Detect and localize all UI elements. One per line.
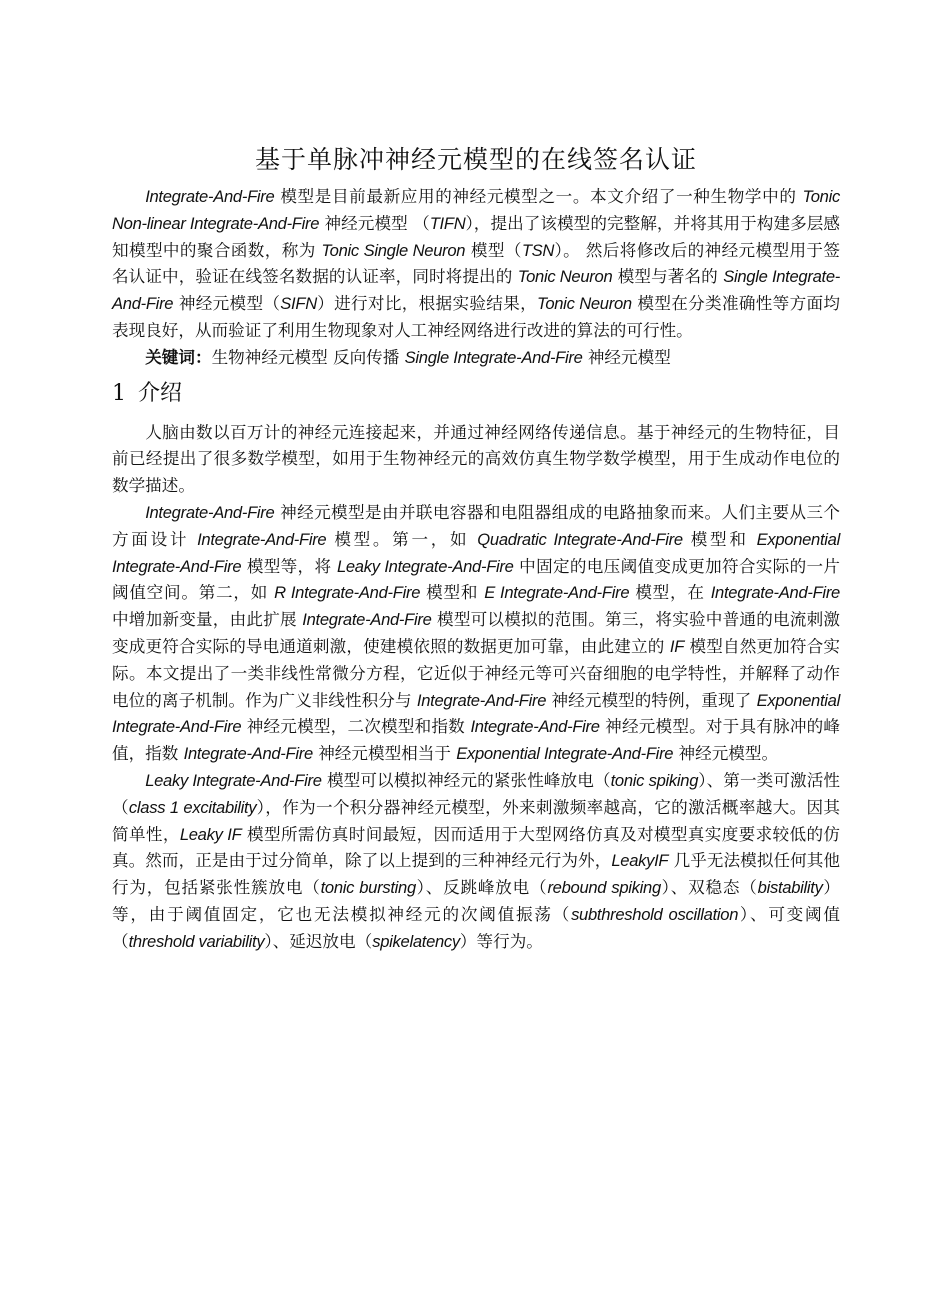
italic-term: Integrate-And-Fire [302, 610, 432, 630]
italic-term: LeakyIF [611, 851, 669, 871]
keywords-label: 关键词： [145, 347, 212, 367]
keywords-line [112, 345, 840, 372]
italic-term: Single Integrate-And-Fire [112, 267, 840, 314]
italic-term: Tonic Neuron [537, 294, 632, 314]
italic-term: Integrate-And-Fire [416, 690, 547, 710]
document-page [112, 140, 840, 956]
italic-term: subthreshold oscillation [571, 904, 739, 924]
italic-term: Integrate-And-Fire [470, 717, 600, 737]
italic-term: Integrate-And-Fire [145, 187, 275, 206]
italic-term: Exponential Integrate-And-Fire [456, 744, 674, 764]
italic-term: spikelatency [372, 931, 460, 951]
italic-term: Exponential Integrate-And-Fire [112, 529, 840, 576]
italic-term: E Integrate-And-Fire [484, 583, 630, 603]
italic-term: TSN [521, 240, 555, 260]
italic-term: Leaky IF [179, 824, 242, 844]
section-heading [112, 376, 840, 412]
italic-term: Leaky Integrate-And-Fire [336, 556, 514, 576]
section-title: 介绍 [138, 380, 183, 406]
body-paragraph-1: 人脑由数以百万计的神经元连接起来，并通过神经网络传递信息。基于神经元的生物特征，目前已经提出了很多数学模型，如用于生物神经元的高效仿真生物学数学模型，用于生成动作电位的数学描述。 [112, 422, 840, 496]
italic-term: Single Integrate-And-Fire [404, 347, 583, 367]
keywords-text: 生物神经元模型 反向传播 Single Integrate-And-Fire 神经元模型 [211, 347, 671, 367]
italic-term: bistability [757, 878, 823, 898]
italic-term: SIFN [280, 294, 317, 314]
italic-term: Integrate-And-Fire [197, 529, 327, 549]
italic-term: tonic bursting [320, 878, 416, 898]
body-paragraph-3: Leaky Integrate-And-Fire 模型可以模拟神经元的紧张性峰放电（tonic spiking）、第一类可激活性（class 1 excitability），作为一个积分器神经元模型，外来刺激频率越高，它的激活概率越大。因其简单性，Leaky IF 模型所需仿真时间最短，因而适用于大型网络仿真及对模型真实度要求较低的仿真。然而，正是由于过分简单，除了以上提到的三种神经元行为外，LeakyIF 几乎无法模拟任何其他行为，包括紧张性簇放电（tonic bursting）、反跳峰放电（rebound spiking）、双稳态（bistability）等，由于阈值固定，它也无法模拟神经元的次阈值振荡（subthreshold oscillation）、可变阈值（threshold variability）、延迟放电（spikelatency）等行为。 [112, 770, 841, 951]
italic-term: Exponential Integrate-And-Fire [112, 690, 840, 737]
italic-term: IF [669, 636, 685, 656]
italic-term: rebound spiking [547, 878, 661, 898]
italic-term: R Integrate-And-Fire [274, 583, 421, 603]
abstract-paragraph: Integrate-And-Fire 模型是目前最新应用的神经元模型之一。本文介绍了一种生物学中的 Tonic Non-linear Integrate-And-Fire 神经元模型 （TIFN），提出了该模型的完整解，并将其用于构建多层感知模型中的聚合函数，称为 Tonic Single Neuron 模型（TSN）。 然后将修改后的神经元模型用于签名认证中，验证在线签名数据的认证率，同时将提出的 Tonic Neuron 模型与著名的 Single Integrate-And-Fire 神经元模型（SIFN）进行对比，根据实验结果，Tonic Neuron 模型在分类准确性等方面均表现良好，从而验证了利用生物现象对人工神经网络进行改进的算法的可行性。 [112, 187, 841, 340]
italic-term: threshold variability [128, 931, 265, 951]
italic-term: tonic spiking [610, 770, 699, 790]
italic-term: Integrate-And-Fire [710, 583, 840, 603]
section-number: 1 [112, 380, 126, 406]
italic-term: Integrate-And-Fire [145, 502, 275, 522]
italic-term: Tonic Single Neuron [321, 240, 466, 260]
italic-term: Tonic Non-linear Integrate-And-Fire [112, 187, 840, 233]
italic-term: Integrate-And-Fire [183, 744, 313, 764]
italic-term: class 1 excitability [128, 797, 257, 817]
italic-term: TIFN [429, 213, 466, 233]
italic-term: Tonic Neuron [517, 267, 613, 287]
body-paragraph-2: Integrate-And-Fire 神经元模型是由并联电容器和电阻器组成的电路抽象而来。人们主要从三个方面设计 Integrate-And-Fire 模型。第一，如 Quadratic Integrate-And-Fire 模型和 Exponential Integrate-And-Fire 模型等，将 Leaky Integrate-And-Fire 中固定的电压阈值变成更加符合实际的一片阈值空间。第二，如 R Integrate-And-Fire 模型和 E Integrate-And-Fire 模型，在 Integrate-And-Fire 中增加新变量，由此扩展 Integrate-And-Fire 模型可以模拟的范围。第三，将实验中普通的电流刺激变成更符合实际的导电通道刺激，使建模依照的数据更加可靠，由此建立的 IF 模型自然更加符合实际。本文提出了一类非线性常微分方程，它近似于神经元等可兴奋细胞的电学特性，并解释了动作电位的离子机制。作为广义非线性积分与 Integrate-And-Fire 神经元模型的特例，重现了 Exponential Integrate-And-Fire 神经元模型，二次模型和指数 Integrate-And-Fire 神经元模型。对于具有脉冲的峰值，指数 Integrate-And-Fire 神经元模型相当于 Exponential Integrate-And-Fire 神经元模型。 [112, 502, 840, 764]
paper-title: 基于单脉冲神经元模型的在线签名认证 [254, 145, 697, 174]
italic-term: Leaky Integrate-And-Fire [145, 770, 322, 790]
italic-term: Quadratic Integrate-And-Fire [477, 529, 683, 549]
